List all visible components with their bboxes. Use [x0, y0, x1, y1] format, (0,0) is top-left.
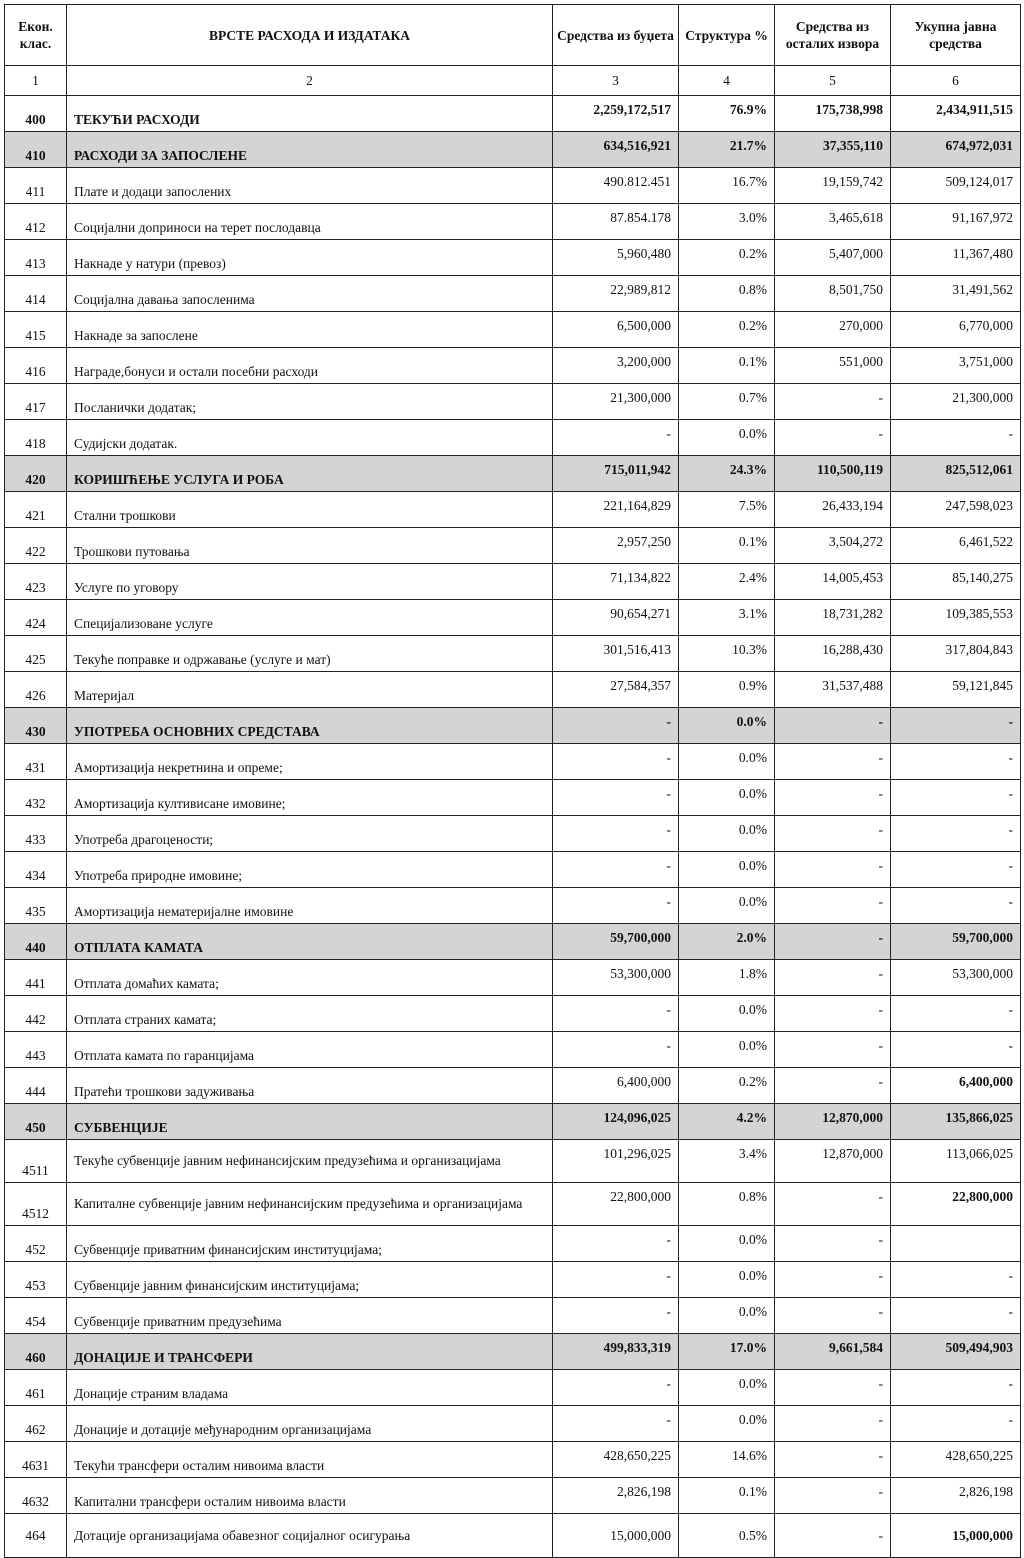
description-cell: Употреба драгоцености;	[67, 816, 553, 852]
total-amount-cell: -	[891, 852, 1021, 888]
other-sources-amount-cell: -	[775, 1262, 891, 1298]
structure-percent-cell: 2.0%	[679, 924, 775, 960]
total-amount-cell: 59,700,000	[891, 924, 1021, 960]
other-sources-amount-cell: -	[775, 1183, 891, 1226]
table-row	[5, 348, 1021, 384]
total-amount-cell: -	[891, 996, 1021, 1032]
structure-percent-cell: 0.0%	[679, 888, 775, 924]
description-cell: Судијски додатак.	[67, 420, 553, 456]
structure-percent-cell: 4.2%	[679, 1104, 775, 1140]
other-sources-amount-cell: -	[775, 1032, 891, 1068]
budget-amount-cell: 2,826,198	[553, 1478, 679, 1514]
structure-percent-cell: 2.4%	[679, 564, 775, 600]
structure-percent-cell: 0.7%	[679, 384, 775, 420]
total-amount-cell: 825,512,061	[891, 456, 1021, 492]
total-amount-cell: 247,598,023	[891, 492, 1021, 528]
structure-percent-cell: 0.0%	[679, 816, 775, 852]
other-sources-amount-cell: 3,465,618	[775, 204, 891, 240]
total-amount-cell: 674,972,031	[891, 132, 1021, 168]
description-cell: Накнаде у натури (превоз)	[67, 240, 553, 276]
section-row	[5, 924, 1021, 960]
description-cell: Донације и дотације међународним организацијама	[67, 1406, 553, 1442]
total-amount-cell: 11,367,480	[891, 240, 1021, 276]
other-sources-amount-cell: 16,288,430	[775, 636, 891, 672]
column-number: 5	[775, 66, 891, 96]
total-amount-cell: -	[891, 816, 1021, 852]
budget-amount-cell: 490.812.451	[553, 168, 679, 204]
description-cell: УПОТРЕБА ОСНОВНИХ СРЕДСТАВА	[67, 708, 553, 744]
budget-amount-cell: 124,096,025	[553, 1104, 679, 1140]
other-sources-amount-cell: -	[775, 1442, 891, 1478]
total-amount-cell: 135,866,025	[891, 1104, 1021, 1140]
total-amount-cell: 6,400,000	[891, 1068, 1021, 1104]
description-cell: КОРИШЋЕЊЕ УСЛУГА И РОБА	[67, 456, 553, 492]
header-structure: Структура %	[679, 5, 775, 66]
other-sources-amount-cell: -	[775, 852, 891, 888]
structure-percent-cell: 0.8%	[679, 1183, 775, 1226]
budget-amount-cell: 21,300,000	[553, 384, 679, 420]
column-number: 1	[5, 66, 67, 96]
budget-amount-cell: -	[553, 420, 679, 456]
structure-percent-cell: 0.8%	[679, 276, 775, 312]
budget-amount-cell: 87.854.178	[553, 204, 679, 240]
budget-amount-cell: 428,650,225	[553, 1442, 679, 1478]
structure-percent-cell: 0.1%	[679, 1478, 775, 1514]
class-code-cell: 410	[5, 132, 67, 168]
table-row	[5, 636, 1021, 672]
budget-amount-cell: -	[553, 996, 679, 1032]
section-row	[5, 132, 1021, 168]
class-code-cell: 461	[5, 1370, 67, 1406]
table-row	[5, 1140, 1021, 1183]
header-total: Укупна јавна средства	[891, 5, 1021, 66]
structure-percent-cell: 0.2%	[679, 240, 775, 276]
section-row	[5, 708, 1021, 744]
structure-percent-cell: 0.0%	[679, 708, 775, 744]
class-code-cell: 420	[5, 456, 67, 492]
total-amount-cell	[891, 1226, 1021, 1262]
description-cell: Донације страним владама	[67, 1370, 553, 1406]
budget-amount-cell: -	[553, 1032, 679, 1068]
table-row	[5, 420, 1021, 456]
class-code-cell: 444	[5, 1068, 67, 1104]
structure-percent-cell: 24.3%	[679, 456, 775, 492]
budget-amount-cell: 499,833,319	[553, 1334, 679, 1370]
description-cell: ТЕКУЋИ РАСХОДИ	[67, 96, 553, 132]
total-amount-cell: -	[891, 1262, 1021, 1298]
other-sources-amount-cell: 26,433,194	[775, 492, 891, 528]
table-row	[5, 1068, 1021, 1104]
table-row	[5, 528, 1021, 564]
other-sources-amount-cell: -	[775, 996, 891, 1032]
description-cell: СУБВЕНЦИЈЕ	[67, 1104, 553, 1140]
other-sources-amount-cell: 18,731,282	[775, 600, 891, 636]
section-row	[5, 1104, 1021, 1140]
other-sources-amount-cell: -	[775, 744, 891, 780]
table-row	[5, 276, 1021, 312]
other-sources-amount-cell: 9,661,584	[775, 1334, 891, 1370]
description-cell: ОТПЛАТА КАМАТА	[67, 924, 553, 960]
total-amount-cell: 2,826,198	[891, 1478, 1021, 1514]
budget-amount-cell: -	[553, 708, 679, 744]
class-code-cell: 424	[5, 600, 67, 636]
total-amount-cell: -	[891, 744, 1021, 780]
description-cell: Субвенције приватним предузећима	[67, 1298, 553, 1334]
table-row	[5, 204, 1021, 240]
description-cell: Специјализоване услуге	[67, 600, 553, 636]
class-code-cell: 443	[5, 1032, 67, 1068]
budget-amount-cell: -	[553, 744, 679, 780]
budget-amount-cell: 53,300,000	[553, 960, 679, 996]
budget-amount-cell: 715,011,942	[553, 456, 679, 492]
structure-percent-cell: 0.5%	[679, 1514, 775, 1558]
total-amount-cell: 15,000,000	[891, 1514, 1021, 1558]
column-number: 2	[67, 66, 553, 96]
budget-amount-cell: 22,989,812	[553, 276, 679, 312]
description-cell: Субвенције приватним финансијским институцијама;	[67, 1226, 553, 1262]
total-amount-cell: -	[891, 888, 1021, 924]
class-code-cell: 431	[5, 744, 67, 780]
total-amount-cell: 91,167,972	[891, 204, 1021, 240]
description-cell: Посланички додатак;	[67, 384, 553, 420]
structure-percent-cell: 16.7%	[679, 168, 775, 204]
class-code-cell: 4511	[5, 1140, 67, 1183]
description-cell: Пратећи трошкови задуживања	[67, 1068, 553, 1104]
other-sources-amount-cell: 270,000	[775, 312, 891, 348]
total-amount-cell: 85,140,275	[891, 564, 1021, 600]
structure-percent-cell: 3.4%	[679, 1140, 775, 1183]
other-sources-amount-cell: -	[775, 1298, 891, 1334]
structure-percent-cell: 0.9%	[679, 672, 775, 708]
class-code-cell: 411	[5, 168, 67, 204]
table-row	[5, 1478, 1021, 1514]
class-code-cell: 422	[5, 528, 67, 564]
budget-amount-cell: 6,500,000	[553, 312, 679, 348]
class-code-cell: 415	[5, 312, 67, 348]
class-code-cell: 452	[5, 1226, 67, 1262]
header-row	[5, 5, 1021, 66]
budget-amount-cell: 634,516,921	[553, 132, 679, 168]
budget-amount-cell: -	[553, 1226, 679, 1262]
table-row	[5, 960, 1021, 996]
description-cell: Капитални трансфери осталим нивоима власти	[67, 1478, 553, 1514]
total-amount-cell: 428,650,225	[891, 1442, 1021, 1478]
description-cell: Социјална давања запосленима	[67, 276, 553, 312]
class-code-cell: 400	[5, 96, 67, 132]
structure-percent-cell: 3.1%	[679, 600, 775, 636]
class-code-cell: 441	[5, 960, 67, 996]
column-number-row	[5, 66, 1021, 96]
table-row	[5, 1370, 1021, 1406]
other-sources-amount-cell: -	[775, 1478, 891, 1514]
other-sources-amount-cell: 3,504,272	[775, 528, 891, 564]
expenditure-table	[4, 4, 1021, 1558]
structure-percent-cell: 0.0%	[679, 1032, 775, 1068]
budget-amount-cell: 2,259,172,517	[553, 96, 679, 132]
other-sources-amount-cell: 14,005,453	[775, 564, 891, 600]
total-amount-cell: 509,124,017	[891, 168, 1021, 204]
class-code-cell: 421	[5, 492, 67, 528]
class-code-cell: 430	[5, 708, 67, 744]
other-sources-amount-cell: 8,501,750	[775, 276, 891, 312]
table-row	[5, 1262, 1021, 1298]
class-code-cell: 413	[5, 240, 67, 276]
description-cell: Материјал	[67, 672, 553, 708]
class-code-cell: 460	[5, 1334, 67, 1370]
table-row	[5, 888, 1021, 924]
class-code-cell: 454	[5, 1298, 67, 1334]
budget-amount-cell: -	[553, 852, 679, 888]
class-code-cell: 432	[5, 780, 67, 816]
other-sources-amount-cell: -	[775, 1514, 891, 1558]
class-code-cell: 417	[5, 384, 67, 420]
class-code-cell: 464	[5, 1514, 67, 1558]
header-code: Екон. клас.	[5, 5, 67, 66]
table-row	[5, 744, 1021, 780]
section-row	[5, 456, 1021, 492]
header-name: ВРСТЕ РАСХОДА И ИЗДАТАКА	[67, 5, 553, 66]
budget-amount-cell: 101,296,025	[553, 1140, 679, 1183]
description-cell: Текуће поправке и одржавање (услуге и мат)	[67, 636, 553, 672]
class-code-cell: 4631	[5, 1442, 67, 1478]
class-code-cell: 425	[5, 636, 67, 672]
table-row	[5, 240, 1021, 276]
budget-amount-cell: 6,400,000	[553, 1068, 679, 1104]
other-sources-amount-cell: -	[775, 780, 891, 816]
table-row	[5, 816, 1021, 852]
structure-percent-cell: 14.6%	[679, 1442, 775, 1478]
other-sources-amount-cell: 551,000	[775, 348, 891, 384]
description-cell: Амортизација култивисане имовине;	[67, 780, 553, 816]
structure-percent-cell: 0.0%	[679, 780, 775, 816]
other-sources-amount-cell: -	[775, 888, 891, 924]
total-amount-cell: 3,751,000	[891, 348, 1021, 384]
other-sources-amount-cell: 12,870,000	[775, 1140, 891, 1183]
other-sources-amount-cell: -	[775, 420, 891, 456]
budget-amount-cell: -	[553, 1262, 679, 1298]
budget-amount-cell: 301,516,413	[553, 636, 679, 672]
description-cell: Отплата камата по гаранцијама	[67, 1032, 553, 1068]
description-cell: Текуће субвенције јавним нефинансијским предузећима и организацијама	[67, 1140, 553, 1183]
description-cell: Награде,бонуси и остали посебни расходи	[67, 348, 553, 384]
structure-percent-cell: 0.2%	[679, 312, 775, 348]
other-sources-amount-cell: 31,537,488	[775, 672, 891, 708]
table-row	[5, 564, 1021, 600]
budget-amount-cell: 22,800,000	[553, 1183, 679, 1226]
table-row	[5, 96, 1021, 132]
class-code-cell: 414	[5, 276, 67, 312]
other-sources-amount-cell: -	[775, 1226, 891, 1262]
total-amount-cell: 31,491,562	[891, 276, 1021, 312]
other-sources-amount-cell: -	[775, 816, 891, 852]
total-amount-cell: 22,800,000	[891, 1183, 1021, 1226]
other-sources-amount-cell: -	[775, 924, 891, 960]
structure-percent-cell: 0.0%	[679, 852, 775, 888]
other-sources-amount-cell: 110,500,119	[775, 456, 891, 492]
table-row	[5, 312, 1021, 348]
structure-percent-cell: 0.0%	[679, 744, 775, 780]
total-amount-cell: -	[891, 420, 1021, 456]
structure-percent-cell: 0.0%	[679, 1226, 775, 1262]
total-amount-cell: -	[891, 1406, 1021, 1442]
header-budget: Средства из буџета	[553, 5, 679, 66]
total-amount-cell: 2,434,911,515	[891, 96, 1021, 132]
total-amount-cell: 109,385,553	[891, 600, 1021, 636]
budget-amount-cell: 5,960,480	[553, 240, 679, 276]
total-amount-cell: 113,066,025	[891, 1140, 1021, 1183]
table-row	[5, 384, 1021, 420]
table-row	[5, 672, 1021, 708]
structure-percent-cell: 17.0%	[679, 1334, 775, 1370]
budget-amount-cell: 27,584,357	[553, 672, 679, 708]
table-row	[5, 1442, 1021, 1478]
other-sources-amount-cell: -	[775, 1370, 891, 1406]
total-amount-cell: 59,121,845	[891, 672, 1021, 708]
total-amount-cell: -	[891, 1298, 1021, 1334]
total-amount-cell: 509,494,903	[891, 1334, 1021, 1370]
description-cell: Стални трошкови	[67, 492, 553, 528]
other-sources-amount-cell: 19,159,742	[775, 168, 891, 204]
structure-percent-cell: 21.7%	[679, 132, 775, 168]
other-sources-amount-cell: -	[775, 1406, 891, 1442]
structure-percent-cell: 0.0%	[679, 1370, 775, 1406]
header-other-sources: Средства из осталих извора	[775, 5, 891, 66]
table-row	[5, 1298, 1021, 1334]
class-code-cell: 435	[5, 888, 67, 924]
table-row	[5, 1406, 1021, 1442]
class-code-cell: 4632	[5, 1478, 67, 1514]
description-cell: Амортизација некретнина и опреме;	[67, 744, 553, 780]
description-cell: Накнаде за запослене	[67, 312, 553, 348]
table-row	[5, 1183, 1021, 1226]
other-sources-amount-cell: -	[775, 384, 891, 420]
class-code-cell: 416	[5, 348, 67, 384]
description-cell: Услуге по уговору	[67, 564, 553, 600]
structure-percent-cell: 0.0%	[679, 1298, 775, 1334]
total-amount-cell: -	[891, 708, 1021, 744]
other-sources-amount-cell: -	[775, 1068, 891, 1104]
total-amount-cell: -	[891, 780, 1021, 816]
structure-percent-cell: 0.1%	[679, 348, 775, 384]
class-code-cell: 423	[5, 564, 67, 600]
table-row	[5, 492, 1021, 528]
budget-amount-cell: 3,200,000	[553, 348, 679, 384]
description-cell: Плате и додаци запослених	[67, 168, 553, 204]
structure-percent-cell: 0.0%	[679, 1262, 775, 1298]
other-sources-amount-cell: 5,407,000	[775, 240, 891, 276]
class-code-cell: 418	[5, 420, 67, 456]
budget-amount-cell: -	[553, 1298, 679, 1334]
total-amount-cell: -	[891, 1032, 1021, 1068]
description-cell: Социјални доприноси на терет послодавца	[67, 204, 553, 240]
budget-amount-cell: 71,134,822	[553, 564, 679, 600]
structure-percent-cell: 0.2%	[679, 1068, 775, 1104]
budget-amount-cell: 90,654,271	[553, 600, 679, 636]
other-sources-amount-cell: -	[775, 708, 891, 744]
description-cell: РАСХОДИ ЗА ЗАПОСЛЕНЕ	[67, 132, 553, 168]
description-cell: Трошкови путовања	[67, 528, 553, 564]
other-sources-amount-cell: 37,355,110	[775, 132, 891, 168]
description-cell: Отплата домаћих камата;	[67, 960, 553, 996]
budget-amount-cell: 221,164,829	[553, 492, 679, 528]
budget-amount-cell: -	[553, 816, 679, 852]
column-number: 4	[679, 66, 775, 96]
description-cell: Употреба природне имовине;	[67, 852, 553, 888]
total-amount-cell: 21,300,000	[891, 384, 1021, 420]
description-cell: Субвенције јавним финансијским институцијама;	[67, 1262, 553, 1298]
budget-amount-cell: -	[553, 780, 679, 816]
table-row	[5, 1226, 1021, 1262]
budget-amount-cell: 59,700,000	[553, 924, 679, 960]
table-row	[5, 600, 1021, 636]
description-cell: Амортизација нематеријалне имовине	[67, 888, 553, 924]
description-cell: Текући трансфери осталим нивоима власти	[67, 1442, 553, 1478]
structure-percent-cell: 10.3%	[679, 636, 775, 672]
total-amount-cell: 6,770,000	[891, 312, 1021, 348]
structure-percent-cell: 3.0%	[679, 204, 775, 240]
structure-percent-cell: 7.5%	[679, 492, 775, 528]
class-code-cell: 440	[5, 924, 67, 960]
structure-percent-cell: 0.0%	[679, 420, 775, 456]
table-row	[5, 996, 1021, 1032]
structure-percent-cell: 76.9%	[679, 96, 775, 132]
table-row	[5, 168, 1021, 204]
structure-percent-cell: 0.1%	[679, 528, 775, 564]
budget-amount-cell: -	[553, 1370, 679, 1406]
section-row	[5, 1334, 1021, 1370]
other-sources-amount-cell: 175,738,998	[775, 96, 891, 132]
class-code-cell: 453	[5, 1262, 67, 1298]
description-cell: ДОНАЦИЈЕ И ТРАНСФЕРИ	[67, 1334, 553, 1370]
total-amount-cell: 6,461,522	[891, 528, 1021, 564]
total-amount-cell: 317,804,843	[891, 636, 1021, 672]
other-sources-amount-cell: 12,870,000	[775, 1104, 891, 1140]
total-amount-cell: -	[891, 1370, 1021, 1406]
class-code-cell: 426	[5, 672, 67, 708]
class-code-cell: 462	[5, 1406, 67, 1442]
class-code-cell: 433	[5, 816, 67, 852]
description-cell: Отплата страних камата;	[67, 996, 553, 1032]
class-code-cell: 412	[5, 204, 67, 240]
description-cell: Капиталне субвенције јавним нефинансијским предузећима и организацијама	[67, 1183, 553, 1226]
class-code-cell: 4512	[5, 1183, 67, 1226]
description-cell: Дотације организацијама обавезног социјалног осигурања	[67, 1514, 553, 1558]
column-number: 6	[891, 66, 1021, 96]
class-code-cell: 450	[5, 1104, 67, 1140]
total-amount-cell: 53,300,000	[891, 960, 1021, 996]
table-row	[5, 1514, 1021, 1558]
structure-percent-cell: 0.0%	[679, 1406, 775, 1442]
table-row	[5, 852, 1021, 888]
budget-amount-cell: 2,957,250	[553, 528, 679, 564]
table-row	[5, 1032, 1021, 1068]
other-sources-amount-cell: -	[775, 960, 891, 996]
class-code-cell: 434	[5, 852, 67, 888]
column-number: 3	[553, 66, 679, 96]
table-body	[5, 96, 1021, 1558]
class-code-cell: 442	[5, 996, 67, 1032]
structure-percent-cell: 0.0%	[679, 996, 775, 1032]
budget-amount-cell: 15,000,000	[553, 1514, 679, 1558]
structure-percent-cell: 1.8%	[679, 960, 775, 996]
budget-amount-cell: -	[553, 1406, 679, 1442]
table-row	[5, 780, 1021, 816]
budget-amount-cell: -	[553, 888, 679, 924]
